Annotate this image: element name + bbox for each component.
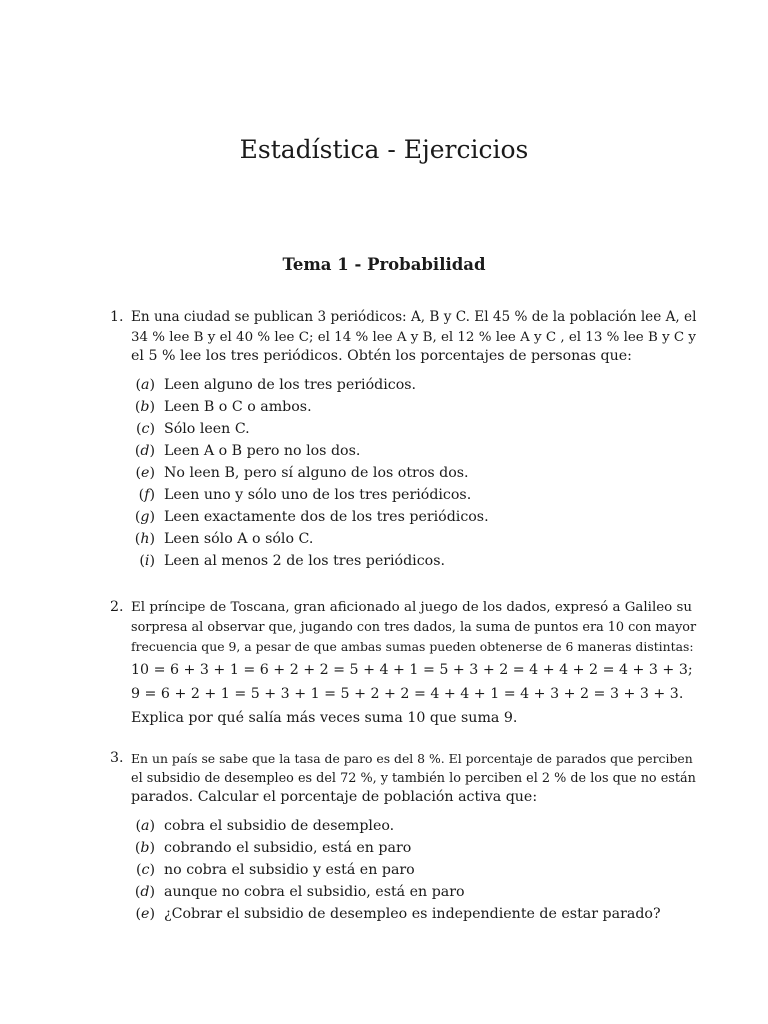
item-text: Leen al menos 2 de los tres periódicos. [164,552,445,569]
item-letter: d [140,442,150,459]
exercise-text-line: el 5 % lee los tres periódicos. Obtén los porcentajes de personas que: [131,348,632,364]
item-letter: d [140,883,150,900]
list-item: (a) Leen alguno de los tres periódicos. [110,374,700,396]
exercise-number: 2. [110,599,124,615]
item-letter: c [141,861,150,878]
list-item: (h) Leen sólo A o sólo C. [110,528,700,550]
item-text: Leen exactamente dos de los tres periódicos. [164,508,489,525]
exercise-number: 3. [110,750,124,766]
item-letter: f [144,486,150,503]
item-letter: a [140,817,150,834]
item-letter: e [141,905,150,922]
exercise-number: 1. [110,309,124,325]
item-letter: h [140,530,150,547]
exercise-2 [110,598,700,729]
item-text: ¿Cobrar el subsidio de desempleo es independiente de estar parado? [164,905,661,922]
item-text: Leen B o C o ambos. [164,398,312,415]
list-item: (c) no cobra el subsidio y está en paro [110,859,700,881]
list-item: (b) cobrando el subsidio, está en paro [110,837,700,859]
item-letter: i [144,552,150,569]
item-letter: g [140,508,150,525]
item-letter: c [141,420,150,437]
exercise-item-list [110,815,700,925]
exercise-text-line: El príncipe de Toscana, gran aficionado al juego de los dados, expresó a Galileo su [131,600,692,615]
list-item: (i) Leen al menos 2 de los tres periódicos. [110,550,700,572]
item-text: No leen B, pero sí alguno de los otros dos. [164,464,469,481]
list-item: (f) Leen uno y sólo uno de los tres periódicos. [110,484,700,506]
exercise-text-line: el subsidio de desempleo es del 72 %, y también lo perciben el 2 % de los que no están [131,770,696,786]
exercise-text-line: sorpresa al observar que, jugando con tres dados, la suma de puntos era 10 con mayor [131,619,697,635]
item-text: Leen alguno de los tres periódicos. [164,376,417,393]
exercise-1 [110,308,700,572]
item-text: aunque no cobra el subsidio, está en paro [164,883,465,900]
exercise-question: Explica por qué salía más veces suma 10 que suma 9. [131,709,518,726]
exercise-3 [110,749,700,925]
list-item: (g) Leen exactamente dos de los tres periódicos. [110,506,700,528]
list-item: (d) Leen A o B pero no los dos. [110,440,700,462]
item-text: Leen sólo A o sólo C. [164,530,314,547]
list-item: (a) cobra el subsidio de desempleo. [110,815,700,837]
item-letter: e [141,464,150,481]
list-item: (c) Sólo leen C. [110,418,700,440]
item-text: cobrando el subsidio, está en paro [164,839,412,856]
item-letter: a [140,376,150,393]
exercise-text-line: En un país se sabe que la tasa de paro es del 8 %. El porcentaje de parados que perciben [131,751,693,766]
item-letter: b [140,839,150,856]
document-title: Estadística - Ejercicios [239,135,529,164]
item-letter: b [140,398,150,415]
item-text: Sólo leen C. [164,420,250,437]
equation-line: 10 = 6 + 3 + 1 = 6 + 2 + 2 = 5 + 4 + 1 = 5 + 3 + 2 = 4 + 4 + 2 = 4 + 3 + 3; [131,661,693,678]
item-text: Leen A o B pero no los dos. [164,442,361,459]
list-item: (d) aunque no cobra el subsidio, está en paro [110,881,700,903]
equation-line: 9 = 6 + 2 + 1 = 5 + 3 + 1 = 5 + 2 + 2 = 4 + 4 + 1 = 4 + 3 + 2 = 3 + 3 + 3. [131,685,684,702]
exercise-text-line: En una ciudad se publican 3 periódicos: A, B y C. El 45 % de la población lee A, el [131,309,697,325]
list-item: (e) ¿Cobrar el subsidio de desempleo es independiente de estar parado? [110,903,700,925]
exercise-text-line: 34 % lee B y el 40 % lee C; el 14 % lee A y B, el 12 % lee A y C , el 13 % lee B y C y [131,329,696,345]
section-title: Tema 1 - Probabilidad [282,255,486,274]
item-text: cobra el subsidio de desempleo. [164,817,395,834]
exercise-item-list [110,374,700,572]
list-item: (e) No leen B, pero sí alguno de los otros dos. [110,462,700,484]
exercise-text-line: frecuencia que 9, a pesar de que ambas sumas pueden obtenerse de 6 maneras distintas: [131,639,694,654]
item-text: Leen uno y sólo uno de los tres periódicos. [164,486,472,503]
list-item: (b) Leen B o C o ambos. [110,396,700,418]
item-text: no cobra el subsidio y está en paro [164,861,415,878]
exercise-text-line: parados. Calcular el porcentaje de población activa que: [131,789,538,805]
